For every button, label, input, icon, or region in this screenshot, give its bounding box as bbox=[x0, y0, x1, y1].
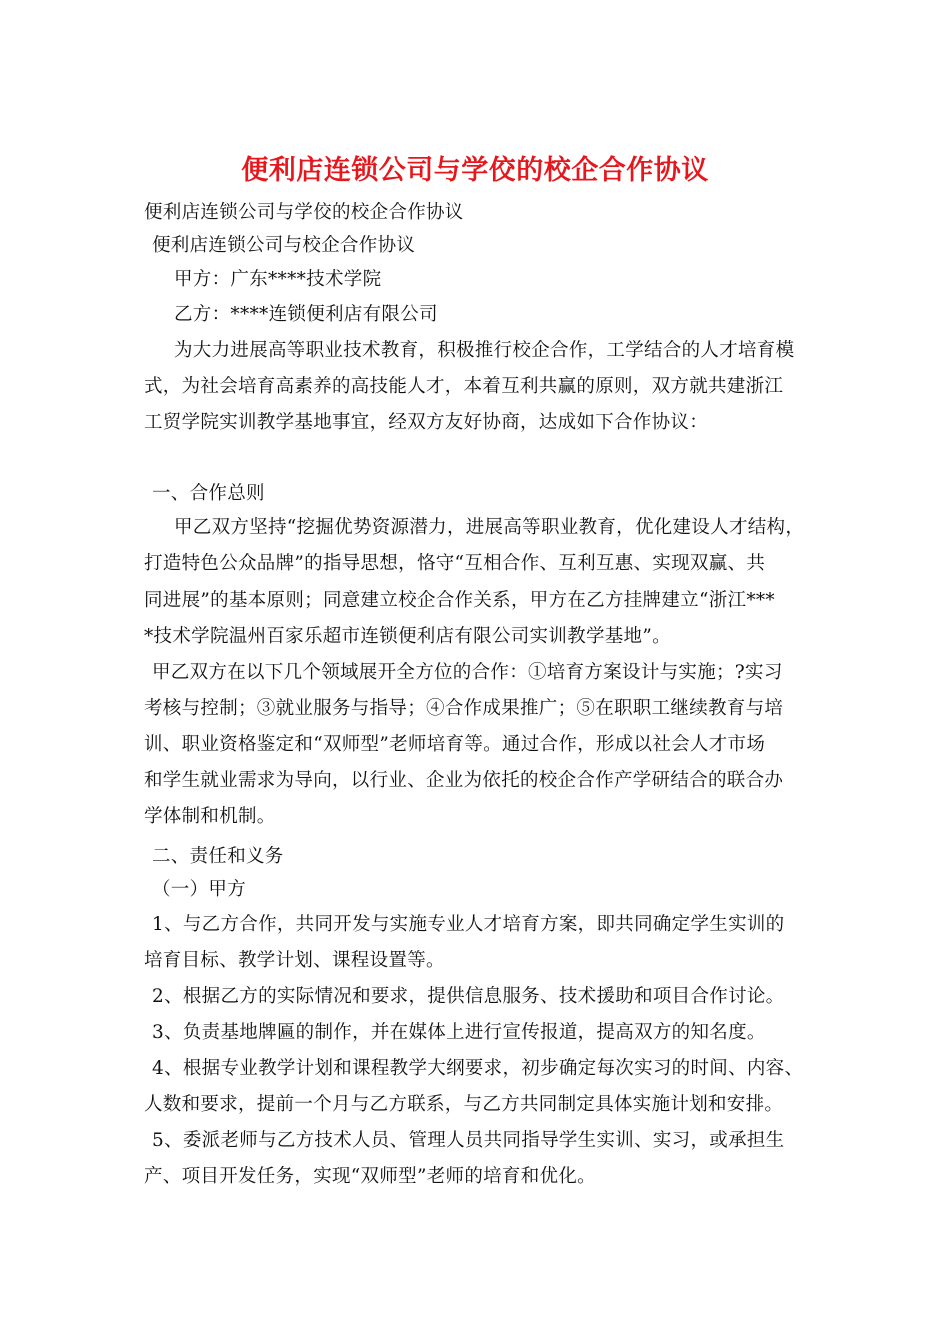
text-line: 2、根据乙方的实际情况和要求，提供信息服务、技术援助和项目合作讨论。 bbox=[152, 986, 785, 1007]
text-line: 人数和要求，提前一个月与乙方联系，与乙方共同制定具体实施计划和安排。 bbox=[144, 1094, 784, 1115]
text-line: 学体制和机制。 bbox=[144, 806, 276, 827]
text-line: 1、与乙方合作，共同开发与实施专业人才培育方案，即共同确定学生实训的 bbox=[152, 914, 785, 935]
text-line: 甲乙双方坚持“挖掘优势资源潜力，进展高等职业教育，优化建设人才结构， bbox=[174, 517, 805, 538]
text-line: 训、职业资格鉴定和“双师型”老师培育等。通过合作，形成以社会人才市场 bbox=[144, 734, 766, 755]
text-line: 工贸学院实训教学基地事宜，经双方友好协商，达成如下合作协议： bbox=[144, 412, 709, 433]
text-line: 产、项目开发任务，实现“双师型”老师的培育和优化。 bbox=[144, 1166, 596, 1187]
text-line: *技术学院温州百家乐超市连锁便利店有限公司实训教学基地”。 bbox=[144, 626, 671, 647]
text-line: 和学生就业需求为导向，以行业、企业为依托的校企合作产学研结合的联合办 bbox=[144, 770, 784, 791]
section-heading: 一、合作总则 bbox=[152, 483, 265, 504]
text-line: 4、根据专业教学计划和课程教学大纲要求，初步确定每次实习的时间、内容、 bbox=[152, 1058, 804, 1079]
text-line: 便利店连锁公司与校企合作协议 bbox=[152, 235, 416, 256]
section-heading: 二、责任和义务 bbox=[152, 846, 284, 867]
text-line: 考核与控制；③就业服务与指导；④合作成果推广；⑤在职职工继续教育与培 bbox=[144, 698, 784, 719]
text-line: 便利店连锁公司与学佼的校企合作协议 bbox=[144, 202, 464, 223]
text-line: 打造特色公众品牌”的指导思想，恪守“互相合作、互利互惠、实现双赢、共 bbox=[144, 553, 766, 574]
text-line: 甲方：广东****技术学院 bbox=[174, 269, 382, 290]
text-line: 为大力进展高等职业技术教育，积极推行校企合作，工学结合的人才培育模 bbox=[174, 340, 795, 361]
text-line: 培育目标、教学计划、课程设置等。 bbox=[144, 950, 445, 971]
subsection-heading: （一）甲方 bbox=[152, 879, 247, 900]
text-line: 乙方：****连锁便利店有限公司 bbox=[174, 304, 438, 325]
text-line: 式，为社会培育高素养的高技能人才，本着互利共赢的原则，双方就共建浙江 bbox=[144, 376, 784, 397]
text-line: 5、委派老师与乙方技术人员、管理人员共同指导学生实训、实习，或承担生 bbox=[152, 1130, 785, 1151]
text-line: 同进展”的基本原则；同意建立校企合作关系，甲方在乙方挂牌建立“浙江*** bbox=[144, 590, 775, 611]
text-line: 3、负责基地牌匾的制作，并在媒体上进行宣传报道，提高双方的知名度。 bbox=[152, 1022, 766, 1043]
text-line: 甲乙双方在以下几个领域展开全方位的合作：①培育方案设计与实施；?实习 bbox=[152, 662, 783, 683]
document-title: 便利店连锁公司与学佼的校企合作协议 bbox=[241, 155, 709, 186]
